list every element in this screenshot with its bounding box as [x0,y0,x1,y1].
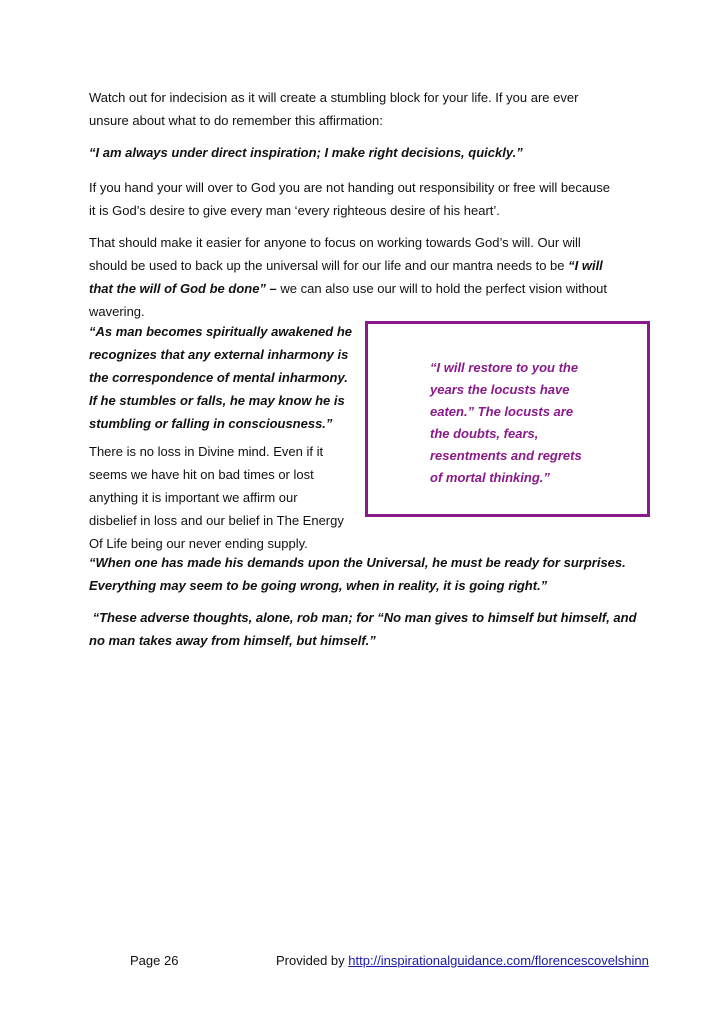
text-run: we can also use our will to hold the perfect vision without [276,281,608,296]
callout-quote [430,357,630,489]
text-line: years the locusts have [430,382,570,397]
source-link[interactable]: http://inspirationalguidance.com/florencescovelshinn [348,953,649,968]
text-line: recognizes that any external inharmony is [89,347,349,362]
text-line: If you hand your will over to God you are not handing out responsibility or free will because [89,180,611,195]
text-line [89,254,649,277]
text-line: stumbling or falling in consciousness.” [89,416,333,431]
text-line: seems we have hit on bad times or lost [89,467,314,482]
text-line: unsure about what to do remember this affirmation: [89,113,383,128]
footer-credit [276,952,649,970]
text-line: That should make it easier for anyone to focus on working towards God’s will. Our will [89,235,581,250]
text-line: anything it is important we affirm our [89,490,298,505]
paragraph-mantra [89,231,649,323]
text-line: Of Life being our never ending supply. [89,536,308,551]
paragraph-will-to-god [89,176,649,222]
mantra-emphasis: “I will [568,258,603,273]
text-line: no man takes away from himself, but himself.” [89,633,376,648]
text-line: Everything may seem to be going wrong, when in reality, it is going right.” [89,578,548,593]
text-line: There is no loss in Divine mind. Even if it [89,444,324,459]
mantra-emphasis: that the will of God be done” – [89,281,277,296]
text-line: “As man becomes spiritually awakened he [89,324,352,339]
text-line: resentments and regrets [430,448,582,463]
paragraph-no-loss [89,440,364,555]
text-line [89,277,649,300]
quote-demands-universal [89,551,649,597]
text-line: eaten.” The locusts are [430,404,574,419]
text-line: If he stumbles or falls, he may know he is [89,393,345,408]
text-line: Watch out for indecision as it will create a stumbling block for your life. If you are ever [89,90,579,105]
text-line: “These adverse thoughts, alone, rob man; for “No man gives to himself but himself, and [89,610,637,625]
text-run: should be used to back up the universal will for our life and our mantra needs to be [89,258,569,273]
page-number: Page 26 [130,953,179,968]
text-line: “I am always under direct inspiration; I make right decisions, quickly.” [89,145,523,160]
text-line: wavering. [89,304,145,319]
text-line: the doubts, fears, [430,426,539,441]
text-line: the correspondence of mental inharmony. [89,370,348,385]
text-line: it is God’s desire to give every man ‘every righteous desire of his heart’. [89,203,500,218]
text-line: “I will restore to you the [430,360,579,375]
text-line: of mortal thinking.” [430,470,550,485]
text-line: disbelief in loss and our belief in The Energy [89,513,344,528]
quote-spiritual-awakening [89,320,364,435]
text-line: “When one has made his demands upon the Universal, he must be ready for surprises. [89,555,626,570]
quote-adverse-thoughts [89,606,649,652]
credit-label: Provided by [276,953,349,968]
paragraph-indecision [89,86,649,132]
affirmation-quote [89,141,649,164]
